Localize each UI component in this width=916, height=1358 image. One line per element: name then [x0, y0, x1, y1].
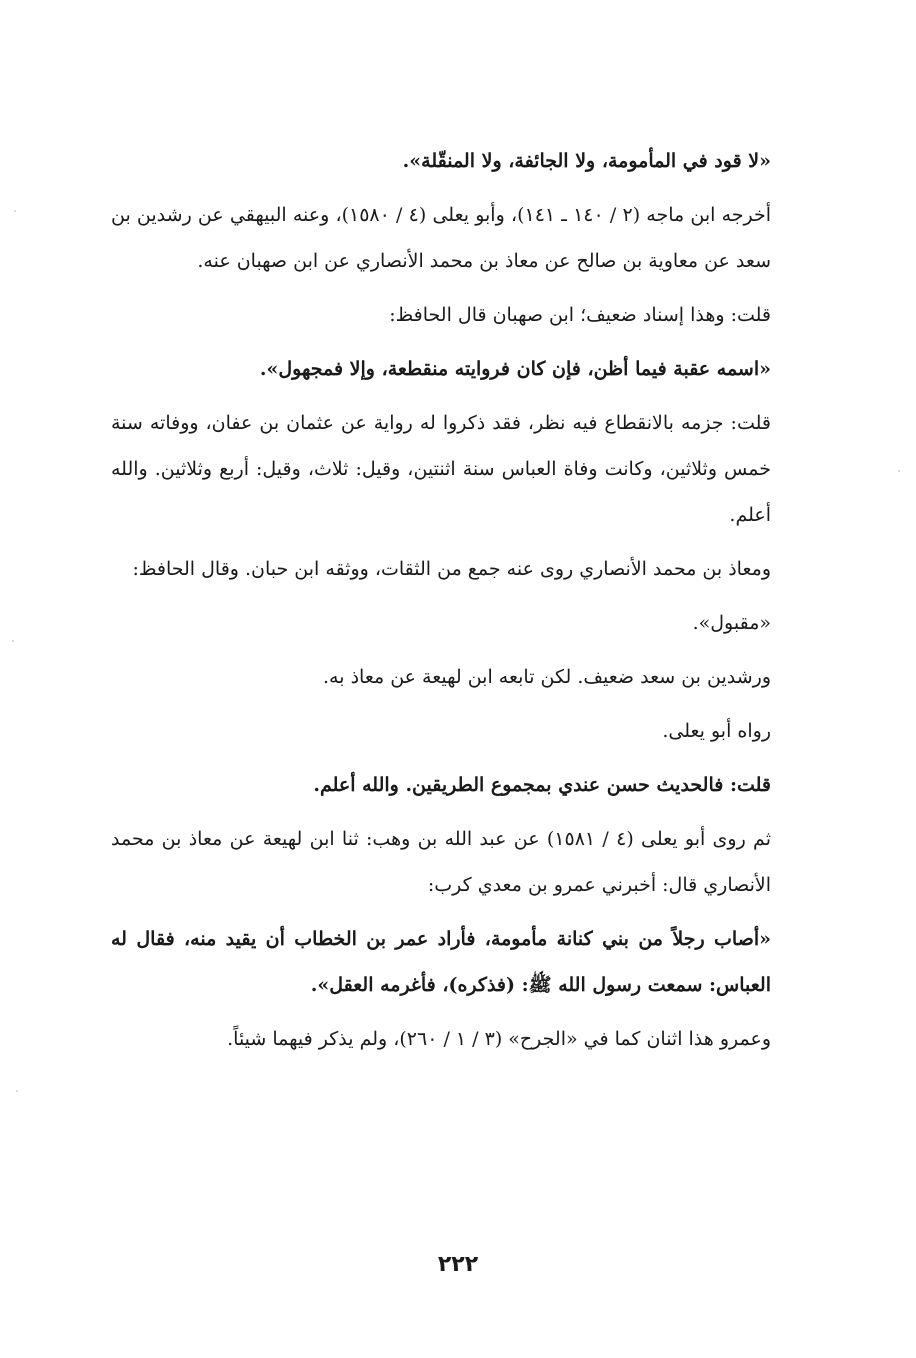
source-paragraph: رواه أبو يعلى.	[662, 720, 771, 742]
ruling-paragraph: قلت: فالحديث حسن عندي بمجموع الطريقين. والله أعلم.	[313, 774, 771, 796]
scan-speck	[12, 640, 14, 642]
scan-speck	[898, 470, 900, 472]
narrator-paragraph: ومعاذ بن محمد الأنصاري روى عنه جمع من الثقات، ووثقه ابن حبان. وقال الحافظ:	[132, 558, 771, 580]
narrator-paragraph: ورشدين بن سعد ضعيف. لكن تابعه ابن لهيعة عن معاذ به.	[323, 666, 771, 688]
scan-speck	[16, 1090, 18, 1092]
takhrij-paragraph: ثم روى أبو يعلى (٤ / ١٥٨١) عن عبد الله بن وهب: ثنا ابن لهيعة عن معاذ بن محمد الأنصاري قال: أخبرني عمرو بن معدي كرب:	[111, 828, 771, 896]
page-body	[111, 138, 811, 1070]
hadith-quote: «أصاب رجلاً من بني كنانة مأمومة، فأراد عمر بن الخطاب أن يقيد منه، فقال له العباس: سمعت رسول الله ﷺ: (فذكره)، فأغرمه العقل».	[111, 928, 771, 996]
comment-paragraph: وعمرو هذا اثنان كما في «الجرح» (٣ / ١ / ٢٦٠)، ولم يذكر فيهما شيئاً.	[227, 1028, 771, 1050]
comment-paragraph: قلت: جزمه بالانقطاع فيه نظر، فقد ذكروا له رواية عن عثمان بن عفان، ووفاته سنة خمس وثلاثين، وكانت وفاة العباس سنة اثنتين، وقيل: ثلاث، وقيل: أربع وثلاثين. والله أعلم.	[111, 412, 771, 526]
hafiz-quote: «اسمه عقبة فيما أظن، فإن كان فروايته منقطعة، وإلا فمجهول».	[259, 358, 771, 380]
takhrij-paragraph: أخرجه ابن ماجه (٢ / ١٤٠ ـ ١٤١)، وأبو يعلى (٤ / ١٥٨٠)، وعنه البيهقي عن رشدين بن سعد عن معاوية بن صالح عن معاذ بن محمد الأنصاري عن ابن صهبان عنه.	[111, 204, 772, 272]
scan-speck	[14, 210, 16, 212]
page-number: ٢٢٢	[437, 1252, 479, 1277]
hafiz-quote: «مقبول».	[692, 612, 771, 634]
comment-paragraph: قلت: وهذا إسناد ضعيف؛ ابن صهبان قال الحافظ:	[389, 304, 771, 326]
hadith-quote: «لا قود في المأمومة، ولا الجائفة، ولا المنقّلة».	[402, 150, 771, 172]
